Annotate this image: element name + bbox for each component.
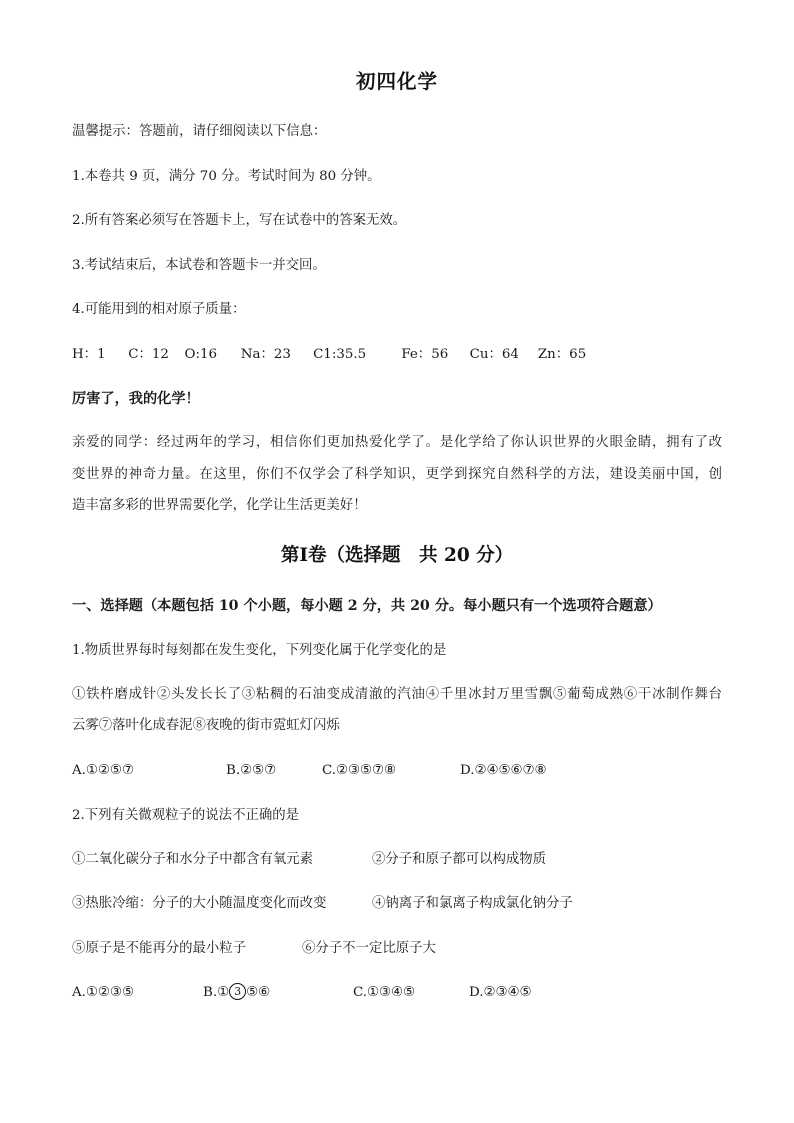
q1-option-d: D.②④⑤⑥⑦⑧ [460,763,547,778]
page-title: 初四化学 [355,70,438,93]
notice-item-3: 3.考试结束后，本试卷和答题卡一并交回。 [72,258,326,273]
question-1-stem: 1.物质世界每时每刻都在发生变化，下列变化属于化学变化的是 [72,643,447,658]
q2-statement-2: ②分子和原子都可以构成物质 [372,852,547,867]
question-1-statements-line-1: ①铁杵磨成针②头发长长了③粘稠的石油变成清澈的汽油④千里冰封万里雪飘⑤葡萄成熟⑥干冰制作舞台 [72,687,722,702]
q2-option-b-part-2: ⑤⑥ [246,985,271,1000]
q2-statement-5: ⑤原子是不能再分的最小粒子 [72,941,247,956]
atomic-masses [72,345,586,365]
q2-statement-1: ①二氧化碳分子和水分子中都含有氧元素 [72,852,314,867]
greeting-line-3: 造丰富多彩的世界需要化学，化学让生活更美好！ [72,498,367,513]
q2-option-b [203,983,270,1003]
q2-statement-6: ⑥分子不一定比原子大 [302,941,436,956]
atomic-mass-o: O:16 [184,347,218,362]
greeting-line-1: 亲爱的同学：经过两年的学习，相信你们更加热爱化学了。是化学给了你认识世界的火眼金睛，拥有了改 [72,435,722,450]
q2-option-b-circled-3: 3 [229,983,246,1000]
greeting-heading: 厉害了，我的化学！ [72,391,200,407]
atomic-mass-fe: Fe：56 [401,347,449,362]
question-1-statements-line-2: 云雾⑦落叶化成春泥⑧夜晚的街市霓虹灯闪烁 [72,718,340,733]
atomic-mass-h: H：1 [72,347,106,362]
notice-heading: 温馨提示：答题前，请仔细阅读以下信息： [72,124,327,139]
question-1-options [72,761,722,781]
greeting-line-2: 变世界的神奇力量。在这里，你们不仅学会了科学知识，更学到探究自然科学的方法，建设美丽中国，创 [72,467,722,482]
notice-item-2: 2.所有答案必须写在答题卡上，写在试卷中的答案无效。 [72,213,407,228]
q2-option-c: C.①③④⑤ [353,985,416,1000]
q2-option-a: A.①②③⑤ [72,985,134,1000]
section-instruction: 一、选择题（本题包括 10 个小题，每小题 2 分，共 20 分。每小题只有一个选项符合题意） [72,598,662,614]
q2-option-d: D.②③④⑤ [469,985,532,1000]
section-title: 第Ⅰ卷（选择题 共 20 分） [280,545,514,566]
q2-statement-3: ③热胀冷缩：分子的大小随温度变化而改变 [72,896,327,911]
question-2-stem: 2.下列有关微观粒子的说法不正确的是 [72,808,300,823]
atomic-mass-cl: C1:35.5 [313,347,367,362]
q2-option-b-part-1: B.① [203,985,230,1000]
atomic-mass-na: Na：23 [240,347,291,362]
q1-option-c: C.②③⑤⑦⑧ [322,763,397,778]
question-2-options [72,983,722,1003]
atomic-mass-cu: Cu：64 [469,347,519,362]
q1-option-a: A.①②⑤⑦ [72,763,134,778]
q2-statement-4: ④钠离子和氯离子构成氯化钠分子 [372,896,573,911]
atomic-mass-c: C：12 [128,347,169,362]
notice-item-4: 4.可能用到的相对原子质量： [72,302,246,317]
atomic-mass-zn: Zn：65 [537,347,587,362]
notice-item-1: 1.本卷共 9 页，满分 70 分。考试时间为 80 分钟。 [72,169,381,184]
q1-option-b: B.②⑤⑦ [226,763,277,778]
